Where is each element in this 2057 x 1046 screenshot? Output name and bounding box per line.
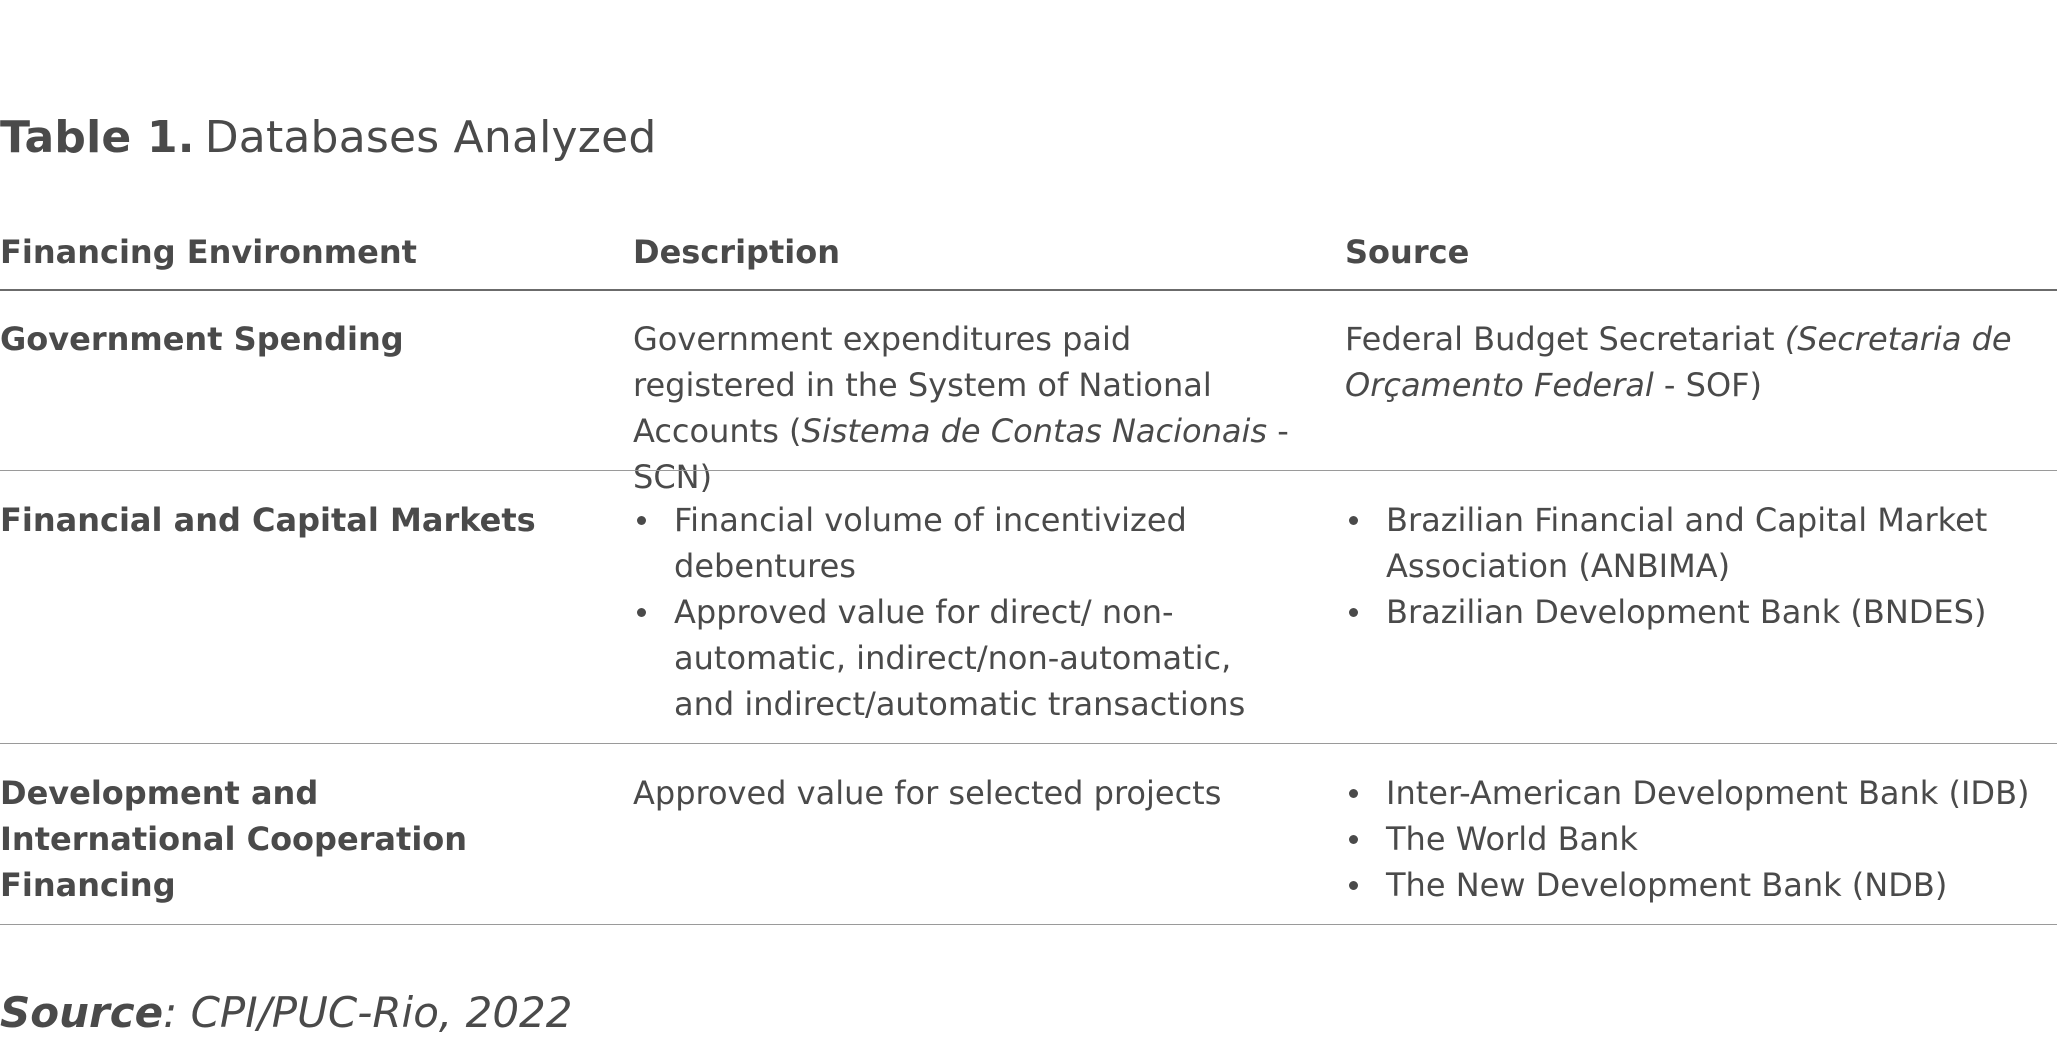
row-source-financial-capital-markets [1345, 497, 2057, 635]
list-item: The New Development Bank (NDB) [1345, 862, 2057, 908]
row-environment-government-spending: Government Spending [0, 320, 404, 358]
row-description-government-spending [633, 316, 1293, 500]
header-divider [0, 289, 2057, 291]
description-text-b: - SCN) [633, 412, 1289, 496]
list-item: Financial volume of incentivized debentures [633, 497, 1283, 589]
row-source-government-spending [1345, 316, 2025, 408]
source-text-a: Federal Budget Secretariat [1345, 320, 1785, 358]
source-text: : CPI/PUC-Rio, 2022 [163, 988, 573, 1037]
row-description-financial-capital-markets [633, 497, 1283, 727]
source-italic: (Secretaria de Orçamento Federal [1345, 320, 2012, 404]
source-footnote [0, 985, 573, 1041]
list-item: Brazilian Development Bank (BNDES) [1345, 589, 2057, 635]
table-title [0, 110, 656, 166]
table-number: Table 1. [0, 112, 195, 163]
row-environment-financial-capital-markets: Financial and Capital Markets [0, 501, 536, 539]
source-bullet-list [1345, 497, 2057, 635]
row-divider [0, 924, 2057, 925]
row-environment-development-cooperation: Development and International Cooperation Financing [0, 774, 468, 904]
row-description-development-cooperation: Approved value for selected projects [633, 774, 1222, 812]
source-bullet-list [1345, 770, 2057, 908]
description-bullet-list [633, 497, 1283, 727]
source-text-b: - SOF) [1653, 366, 1763, 404]
header-description: Description [633, 233, 840, 271]
description-text-a: Government expenditures paid registered in the System of National Accounts ( [633, 320, 1212, 450]
header-source: Source [1345, 233, 1470, 271]
list-item: The World Bank [1345, 816, 2057, 862]
row-divider [0, 743, 2057, 744]
list-item: Inter-American Development Bank (IDB) [1345, 770, 2057, 816]
row-divider [0, 470, 2057, 471]
source-label: Source [0, 988, 164, 1037]
table-header-row [0, 225, 2057, 290]
row-source-development-cooperation [1345, 770, 2057, 908]
list-item: Brazilian Financial and Capital Market Association (ANBIMA) [1345, 497, 2057, 589]
header-financing-environment: Financing Environment [0, 233, 417, 271]
description-italic: Sistema de Contas Nacionais [801, 412, 1268, 450]
list-item: Approved value for direct/ non-automatic, indirect/non-automatic, and indirect/automatic transactions [633, 589, 1283, 727]
table-title-text: Databases Analyzed [204, 112, 657, 163]
